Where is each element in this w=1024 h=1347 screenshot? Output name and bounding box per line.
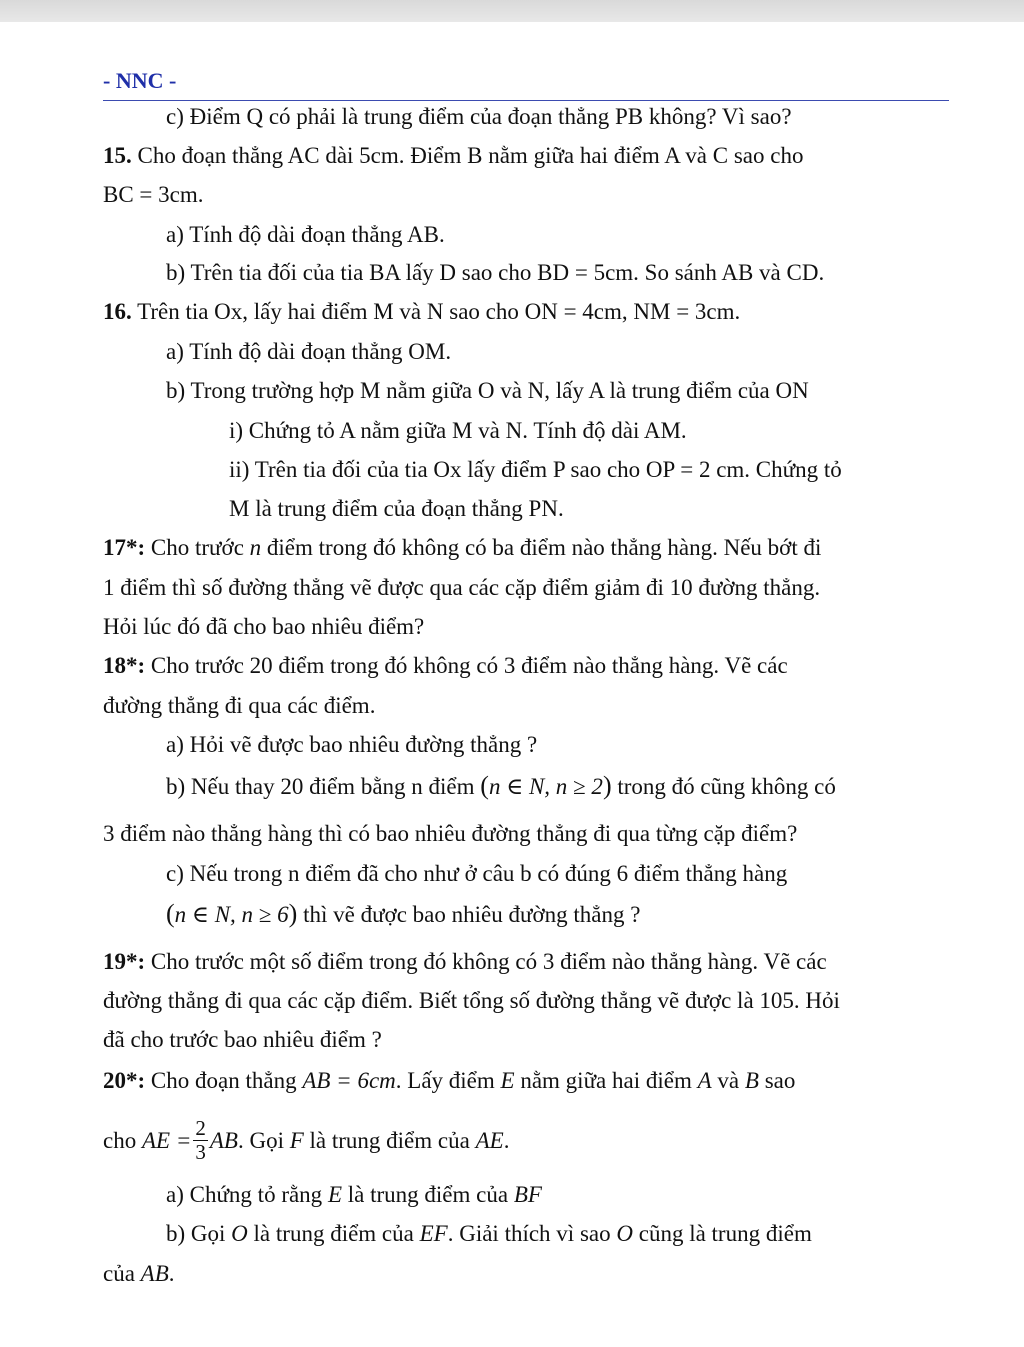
problem-20-question-b-cont — [103, 1259, 175, 1289]
text-span: ii) Trên tia đối của tia Ox lấy điểm P sao cho OP = 2 cm. Chứng tỏ — [229, 457, 842, 482]
math-paren: ( — [166, 899, 175, 928]
math-variable: B — [744, 1068, 759, 1093]
problem-19-line-2 — [103, 986, 840, 1016]
math-expression: n ∈ N, n ≥ 2 — [488, 774, 603, 799]
text-span: Cho đoạn thẳng AC dài 5cm. Điểm B nằm giữa hai điểm A và C sao cho — [131, 143, 804, 168]
text-span: là trung điểm của — [303, 1127, 476, 1153]
top-border-band — [0, 0, 1024, 22]
problem-16-question-a — [166, 337, 451, 367]
problem-18-question-b-cont — [103, 819, 797, 849]
header-title: - NNC - — [103, 68, 177, 93]
text-span: Cho trước một số điểm trong đó không có 3 điểm nào thẳng hàng. Vẽ các — [145, 949, 827, 974]
text-span: và — [711, 1068, 745, 1093]
problem-15-line-2 — [103, 180, 204, 210]
math-expression: n ∈ N, n ≥ 6 — [174, 902, 289, 927]
fraction — [193, 1118, 208, 1163]
text-span: . Giải thích vì sao — [447, 1221, 617, 1246]
math-expression: AB = 6cm — [302, 1068, 396, 1093]
problem-15-question-a — [166, 220, 445, 250]
text-span: đường thẳng đi qua các điểm. — [103, 693, 376, 718]
problem-17-line-1 — [103, 533, 821, 563]
fraction-numerator: 2 — [195, 1116, 206, 1140]
text-span: Trên tia Ox, lấy hai điểm M và N sao cho ON = 4cm, NM = 3cm. — [131, 299, 741, 324]
text-span: b) Trong trường hợp M nằm giữa O và N, lấy A là trung điểm của ON — [166, 378, 809, 403]
problem-16-question-ii — [229, 455, 842, 485]
text-span: là trung điểm của — [247, 1221, 420, 1246]
math-variable: O — [616, 1221, 633, 1246]
text-span: 1 điểm thì số đường thẳng vẽ được qua các cặp điểm giảm đi 10 đường thẳng. — [103, 575, 821, 600]
math-variable: AB — [209, 1127, 238, 1153]
problem-16-question-b — [166, 376, 809, 406]
problem-number: 16. — [103, 299, 132, 324]
problem-18-line-1 — [103, 651, 788, 681]
text-span: cũng là trung điểm — [632, 1221, 812, 1246]
problem-16-question-ii-cont — [229, 494, 564, 524]
text-span: b) Trên tia đối của tia BA lấy D sao cho BD = 5cm. So sánh AB và CD. — [166, 260, 825, 285]
problem-18-line-2 — [103, 691, 375, 721]
text-span: . Lấy điểm — [395, 1068, 501, 1093]
problem-17-line-2 — [103, 573, 820, 603]
text-span: thì vẽ được bao nhiêu đường thẳng ? — [297, 902, 641, 927]
problem-number: 18*: — [103, 653, 146, 678]
text-span: . — [168, 1261, 175, 1286]
problem-17-line-3 — [103, 612, 424, 642]
problem-16-line-1 — [103, 297, 740, 327]
math-variable: F — [289, 1127, 304, 1153]
math-variable: A — [697, 1068, 712, 1093]
text-span: c) Nếu trong n điểm đã cho như ở câu b có đúng 6 điểm thẳng hàng — [166, 861, 788, 886]
text-span: a) Chứng tỏ rằng — [166, 1182, 328, 1207]
problem-19-line-1 — [103, 947, 827, 977]
math-variable: E — [327, 1182, 342, 1207]
math-variable: AE — [475, 1127, 504, 1153]
math-paren: ( — [480, 771, 489, 800]
text-span: BC = 3cm. — [103, 182, 204, 207]
text-span: nằm giữa hai điểm — [514, 1068, 698, 1093]
problem-16-question-i — [229, 416, 687, 446]
text-span: a) Tính độ dài đoạn thẳng OM. — [166, 339, 452, 364]
problem-15-line-1 — [103, 141, 803, 171]
math-paren: ) — [288, 899, 298, 928]
math-variable: BF — [513, 1182, 542, 1207]
text-span: Hỏi lúc đó đã cho bao nhiêu điểm? — [103, 614, 425, 639]
text-span: . Gọi — [237, 1127, 290, 1153]
math-paren: ) — [602, 771, 612, 800]
problem-number: 19*: — [103, 949, 146, 974]
math-variable: AB — [140, 1261, 169, 1286]
text-span: a) Hỏi vẽ được bao nhiêu đường thẳng ? — [166, 732, 538, 757]
math-variable: EF — [419, 1221, 448, 1246]
text-span: a) Tính độ dài đoạn thẳng AB. — [166, 222, 445, 247]
text-span: của — [103, 1261, 141, 1286]
text-span: . — [503, 1127, 510, 1153]
text-span: đã cho trước bao nhiêu điểm ? — [103, 1027, 382, 1052]
text-span: sao — [758, 1068, 796, 1093]
problem-20-question-a — [166, 1180, 542, 1210]
text-span: i) Chứng tỏ A nằm giữa M và N. Tính độ dài AM. — [229, 418, 687, 443]
problem-15-question-b — [166, 258, 824, 288]
text-span: c) Điểm Q có phải là trung điểm của đoạn thẳng PB không? Vì sao? — [166, 104, 792, 129]
math-variable: E — [500, 1068, 515, 1093]
text-span: là trung điểm của — [342, 1182, 514, 1207]
text-span: cho — [103, 1127, 142, 1153]
problem-number: 17*: — [103, 535, 146, 560]
text-span: trong đó cũng không có — [611, 774, 836, 799]
text-span: M là trung điểm của đoạn thẳng PN. — [229, 496, 564, 521]
problem-18-question-c-cont — [166, 899, 640, 930]
text-line — [166, 102, 792, 132]
problem-number: 20*: — [103, 1068, 146, 1093]
math-expression: AE = — [141, 1127, 192, 1153]
math-variable: n — [249, 535, 262, 560]
text-span: 3 điểm nào thẳng hàng thì có bao nhiêu đường thẳng đi qua từng cặp điểm? — [103, 821, 798, 846]
problem-20-line-2 — [103, 1116, 510, 1165]
fraction-denominator: 3 — [195, 1140, 206, 1164]
problem-19-line-3 — [103, 1025, 382, 1055]
text-span: b) Nếu thay 20 điểm bằng n điểm — [166, 774, 481, 799]
text-span: đường thẳng đi qua các cặp điểm. Biết tổng số đường thẳng vẽ được là 105. Hỏi — [103, 988, 840, 1013]
problem-20-line-1 — [103, 1066, 795, 1096]
text-span: b) Gọi — [166, 1221, 232, 1246]
problem-number: 15. — [103, 143, 132, 168]
text-span: điểm trong đó không có ba điểm nào thẳng hàng. Nếu bớt đi — [261, 535, 822, 560]
problem-20-question-b — [166, 1219, 812, 1249]
text-span: Cho trước — [145, 535, 250, 560]
math-variable: O — [231, 1221, 248, 1246]
problem-18-question-c — [166, 859, 787, 889]
problem-18-question-b — [166, 771, 836, 802]
problem-18-question-a — [166, 730, 537, 760]
text-span: Cho đoạn thẳng — [145, 1068, 303, 1093]
page-header — [103, 64, 949, 101]
text-span: Cho trước 20 điểm trong đó không có 3 điểm nào thẳng hàng. Vẽ các — [145, 653, 788, 678]
